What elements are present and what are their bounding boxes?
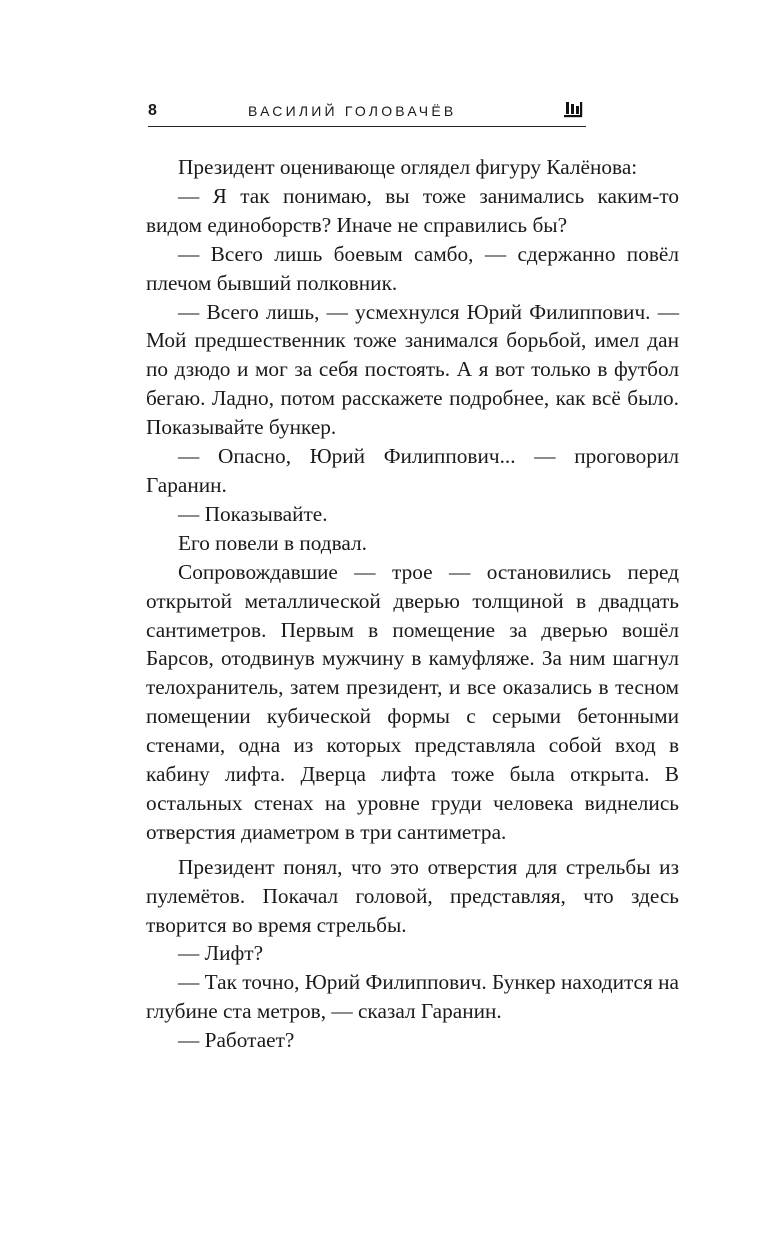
author-name: ВАСИЛИЙ ГОЛОВАЧЁВ — [248, 103, 457, 119]
paragraph: Президент оценивающе оглядел фигуру Калёнова: — [178, 155, 638, 179]
paragraph: Сопровождавшие — трое — остановились перед открытой металлической дверью толщиной в двадцать сантиметров. Первым в помещение за дверью вошёл Барсов, отодвинув мужчину в камуфляже. За ним шагнул телохранитель, затем президент, и все оказались в тесном помещении кубической формы с серыми бетонными стенами, одна из которых представляла собой вход в кабину лифта. Дверца лифта тоже была открыта. В остальных стенах на уровне груди человека виднелись отверстия диаметром в три сантиметра. — [146, 559, 679, 844]
paragraph: — Я так понимаю, вы тоже занимались каким-то видом единоборств? Иначе не справились бы? — [146, 183, 679, 237]
paragraph: — Всего лишь боевым самбо, — сдержанно повёл плечом бывший полковник. — [146, 241, 679, 295]
body-text — [146, 153, 679, 1055]
paragraph: — Опасно, Юрий Филиппович... — проговорил Гаранин. — [146, 444, 679, 497]
paragraph: — Всего лишь, — усмехнулся Юрий Филиппович. — Мой предшественник тоже занимался борьбой, имел дан по дзюдо и мог за себя постоять. А я вот только в футбол бегаю. Ладно, потом расскажете подробнее, как всё было. Показывайте бункер. — [146, 299, 679, 440]
paragraph: — Работает? — [178, 1028, 295, 1053]
running-header — [148, 100, 586, 127]
page-number: 8 — [148, 102, 157, 119]
paragraph: — Так точно, Юрий Филиппович. Бункер находится на глубине ста метров, — сказал Гаранин. — [146, 970, 679, 1024]
paragraph: — Показывайте. — [178, 501, 328, 526]
paragraph: Президент понял, что это отверстия для стрельбы из пулемётов. Покачал головой, представляя, что здесь творится во время стрельбы. — [146, 854, 679, 937]
paragraph: Его повели в подвал. — [178, 530, 367, 555]
publisher-logo-icon — [564, 100, 584, 120]
paragraph: — Лифт? — [178, 941, 264, 966]
